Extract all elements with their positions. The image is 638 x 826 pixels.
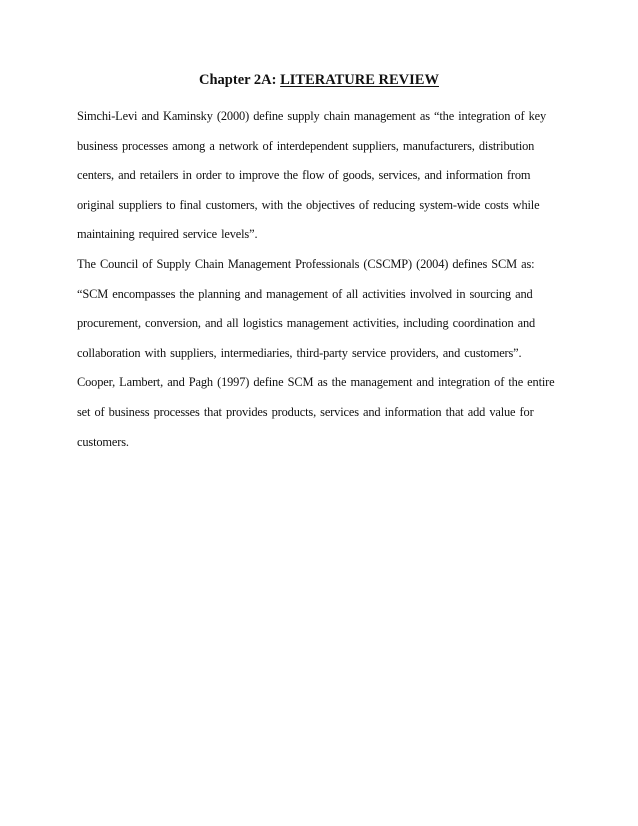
text-line: centers, and retailers in order to improve the flow of goods, services, and information from (77, 168, 531, 183)
text-line: original suppliers to final customers, with the objectives of reducing system-wide costs while (77, 197, 540, 212)
text-line: procurement, conversion, and all logistics management activities, including coordination and (77, 316, 536, 331)
chapter-title-underlined: LITERATURE REVIEW (280, 72, 439, 88)
text-line: collaboration with suppliers, intermediaries, third-party service providers, and customers”. (77, 345, 522, 360)
text-line: maintaining required service levels”. (77, 227, 258, 242)
text-line: business processes among a network of interdependent suppliers, manufacturers, distribution (77, 138, 535, 153)
text-line: set of business processes that provides products, services and information that add value for (77, 404, 534, 419)
body-text (77, 109, 577, 464)
text-line: customers. (77, 434, 129, 449)
chapter-title (0, 72, 638, 89)
chapter-title-prefix: Chapter 2A: (199, 72, 281, 88)
text-line: Cooper, Lambert, and Pagh (1997) define SCM as the management and integration of the entire (77, 375, 555, 390)
text-line: Simchi-Levi and Kaminsky (2000) define supply chain management as “the integration of key (77, 109, 547, 123)
text-line: “SCM encompasses the planning and management of all activities involved in sourcing and (77, 286, 533, 301)
text-line: The Council of Supply Chain Management Professionals (CSCMP) (2004) defines SCM as: (77, 256, 535, 271)
